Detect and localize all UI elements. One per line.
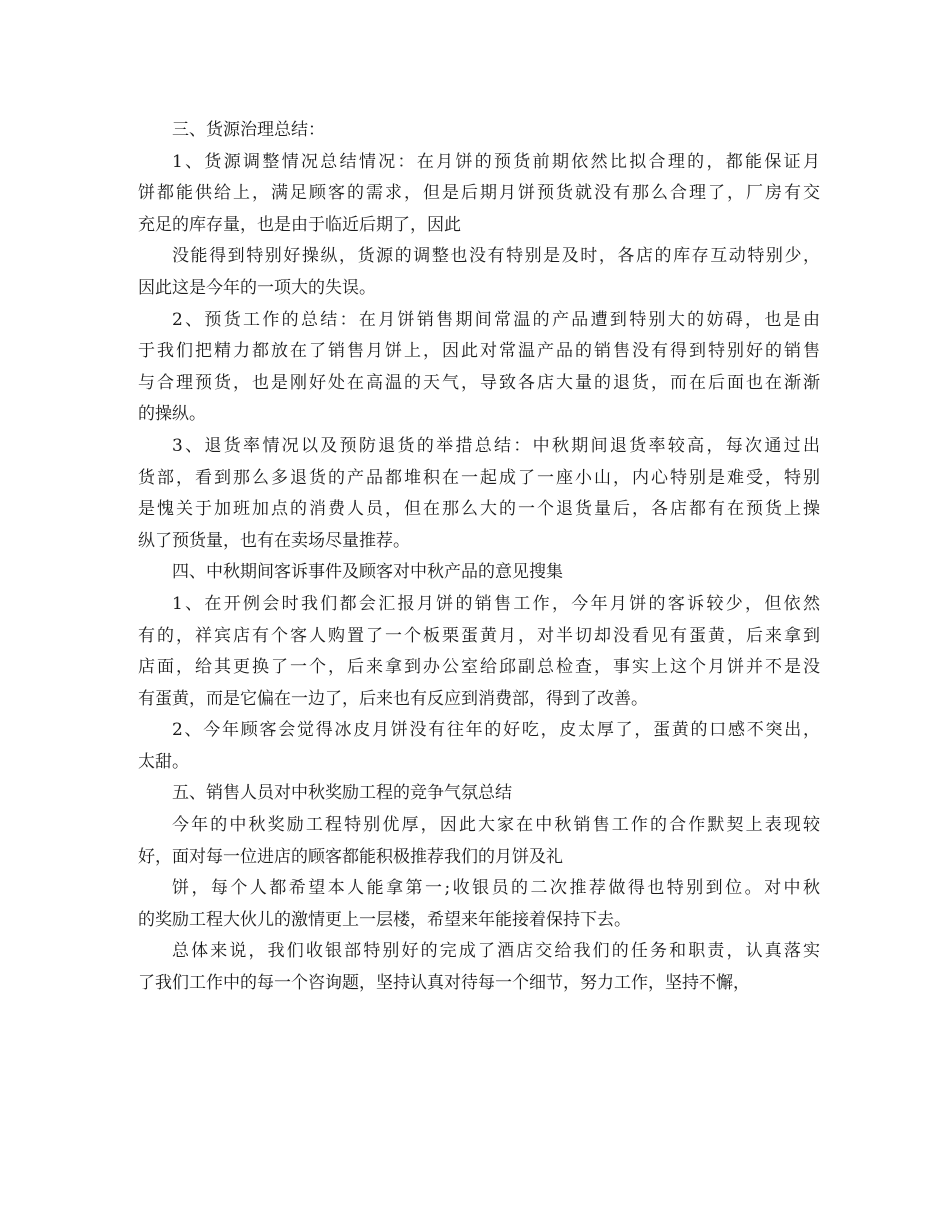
paragraph-line: 好，面对每一位进店的顾客都能积极推荐我们的月饼及礼 xyxy=(138,846,563,867)
paragraph-line: 三、货源治理总结： xyxy=(172,120,325,140)
paragraph-line: 的操纵。 xyxy=(138,404,206,425)
paragraph-line: 今年的中秋奖励工程特别优厚，因此大家在中秋销售工作的合作默契上表现较 xyxy=(172,815,820,836)
paragraph-line: 充足的库存量，也是由于临近后期了，因此 xyxy=(138,214,461,235)
paragraph-line: 因此这是今年的一项大的失误。 xyxy=(138,277,376,298)
paragraph-line: 3、退货率情况以及预防退货的举措总结：中秋期间退货率较高，每次通过出 xyxy=(172,435,820,456)
paragraph-line: 饼都能供给上，满足顾客的需求，但是后期月饼预货就没有那么合理了，厂房有交 xyxy=(138,183,820,204)
paragraph-line: 1、在开例会时我们都会汇报月饼的销售工作，今年月饼的客诉较少，但依然 xyxy=(172,593,820,614)
paragraph xyxy=(138,778,820,810)
paragraph-line: 与合理预货，也是刚好处在高温的天气，导致各店大量的退货，而在后面也在渐渐 xyxy=(138,372,820,393)
paragraph xyxy=(138,431,820,557)
paragraph xyxy=(138,715,820,778)
paragraph xyxy=(138,810,820,873)
paragraph xyxy=(138,305,820,431)
paragraph-line: 总体来说，我们收银部特别好的完成了酒店交给我们的任务和职责，认真落实 xyxy=(172,941,820,962)
paragraph-line: 1、货源调整情况总结情况：在月饼的预货前期依然比拟合理的，都能保证月 xyxy=(172,151,820,172)
paragraph xyxy=(138,241,820,304)
paragraph-line: 货部，看到那么多退货的产品都堆积在一起成了一座小山，内心特别是难受，特别 xyxy=(138,467,820,488)
paragraph xyxy=(138,147,820,242)
paragraph-line: 是愧关于加班加点的消费人员，但在那么大的一个退货量后，各店都有在预货上操 xyxy=(138,499,820,520)
paragraph-line: 店面，给其更换了一个，后来拿到办公室给邱副总检查，事实上这个月饼并不是没 xyxy=(138,657,820,678)
paragraph-line: 饼，每个人都希望本人能拿第一;收银员的二次推荐做得也特别到位。对中秋 xyxy=(172,878,820,899)
document-body xyxy=(138,115,820,1000)
paragraph xyxy=(138,115,820,147)
paragraph-line: 太甜。 xyxy=(138,751,189,772)
paragraph-line: 有蛋黄，而是它偏在一边了，后来也有反应到消费部，得到了改善。 xyxy=(138,688,648,709)
paragraph xyxy=(138,936,820,999)
paragraph xyxy=(138,557,820,589)
paragraph-line: 四、中秋期间客诉事件及顾客对中秋产品的意见搜集 xyxy=(172,562,563,583)
paragraph-line: 了我们工作中的每一个咨询题，坚持认真对待每一个细节，努力工作，坚持不懈， xyxy=(138,973,750,994)
paragraph xyxy=(138,589,820,715)
paragraph-line: 2、今年顾客会觉得冰皮月饼没有往年的好吃，皮太厚了，蛋黄的口感不突出， xyxy=(172,720,820,741)
paragraph-line: 2、预货工作的总结：在月饼销售期间常温的产品遭到特别大的妨碍，也是由 xyxy=(172,309,820,330)
paragraph-line: 的奖励工程大伙儿的激情更上一层楼，希望来年能接着保持下去。 xyxy=(138,909,631,930)
paragraph-line: 五、销售人员对中秋奖励工程的竞争气氛总结 xyxy=(172,783,512,804)
paragraph-line: 有的，祥宾店有个客人购置了一个板栗蛋黄月，对半切却没看见有蛋黄，后来拿到 xyxy=(138,625,820,646)
paragraph-line: 没能得到特别好操纵，货源的调整也没有特别是及时，各店的库存互动特别少， xyxy=(172,246,820,267)
paragraph-line: 于我们把精力都放在了销售月饼上，因此对常温产品的销售没有得到特别好的销售 xyxy=(138,341,820,362)
paragraph xyxy=(138,873,820,936)
paragraph-line: 纵了预货量，也有在卖场尽量推荐。 xyxy=(138,530,410,551)
